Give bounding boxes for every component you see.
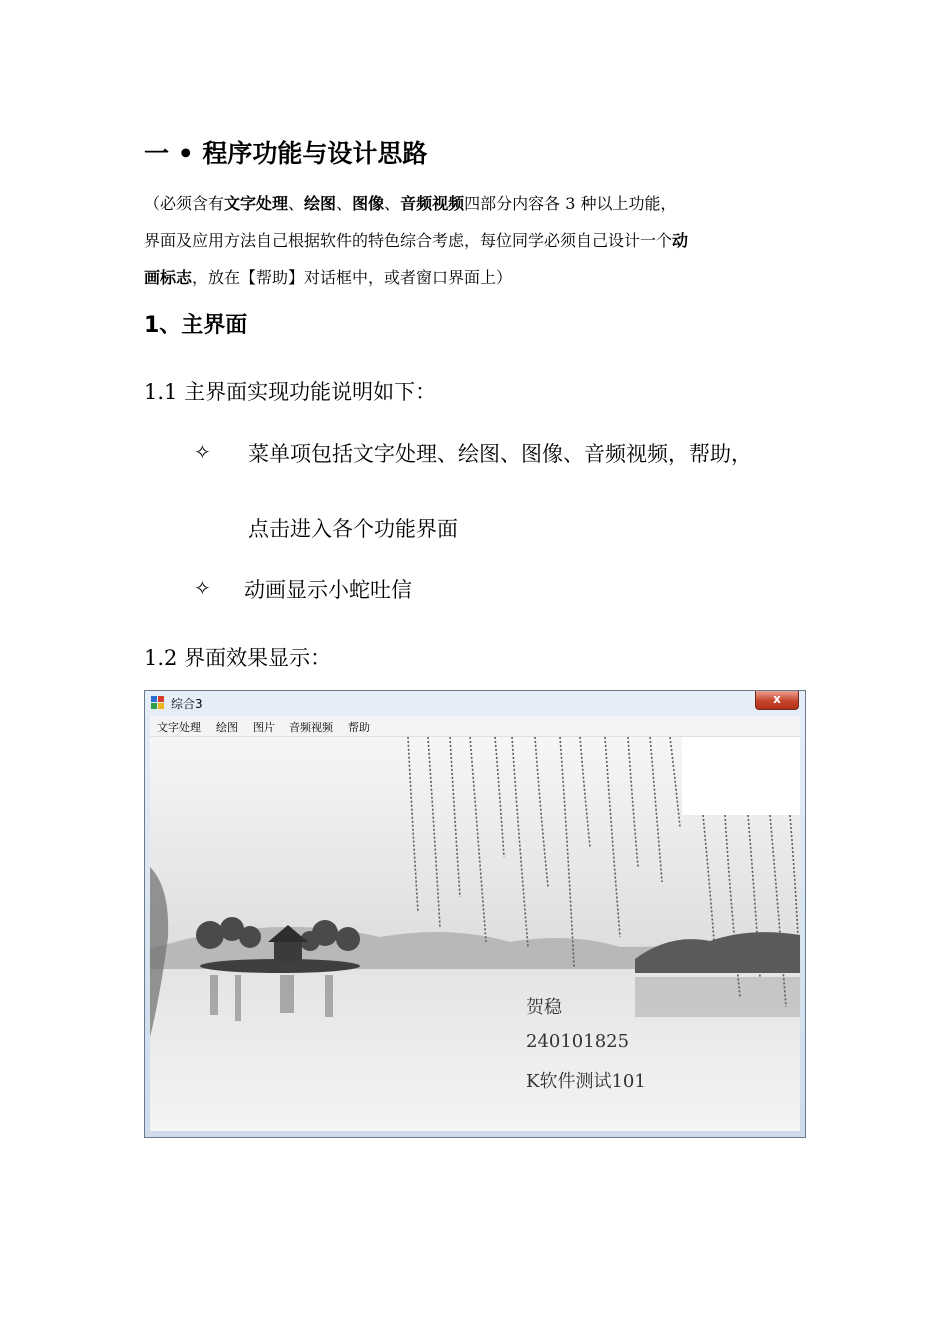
section-heading-1: 一 • 程序功能与设计思路	[144, 139, 428, 168]
overlay-student-id: 240101825	[526, 1031, 630, 1052]
menu-audio-video[interactable]: 音频视频	[289, 721, 333, 734]
requirement-note-line-2: 界面及应用方法自己根据软件的特色综合考虑，每位同学必须自己设计一个动	[144, 231, 689, 250]
bullet-star-icon: ✧	[194, 440, 211, 464]
bullet-1-line-2: 点击进入各个功能界面	[248, 517, 458, 541]
section-heading-main-ui: 1、主界面	[144, 313, 248, 338]
menu-help[interactable]: 帮助	[348, 721, 370, 734]
window-titlebar	[145, 691, 805, 715]
menu-drawing[interactable]: 绘图	[216, 721, 238, 734]
bullet-star-icon: ✧	[194, 576, 211, 600]
app-window-screenshot	[144, 690, 806, 1138]
requirement-note-line-3: 画标志，放在【帮助】对话框中，或者窗口界面上）	[144, 268, 513, 287]
window-title: 综合3	[171, 697, 203, 711]
menu-text-processing[interactable]: 文字处理	[157, 721, 201, 734]
subsection-1-2-title: 1.2 界面效果显示：	[144, 646, 332, 670]
requirement-note-line-1: （必须含有文字处理、绘图、图像、音频视频四部分内容各 3 种以上功能，	[144, 194, 677, 213]
subsection-1-1-title: 1.1 主界面实现功能说明如下：	[144, 380, 437, 404]
app-icon	[151, 696, 165, 710]
overlay-name: 贺稳	[526, 997, 562, 1018]
main-canvas	[150, 737, 800, 1131]
bullet-2-line-1: 动画显示小蛇吐信	[244, 578, 412, 602]
close-button[interactable]: x	[755, 691, 799, 710]
overlay-class: K软件测试101	[526, 1071, 646, 1092]
landscape-image	[150, 737, 800, 1131]
menu-pictures[interactable]: 图片	[253, 721, 275, 734]
bullet-1-line-1: 菜单项包括文字处理、绘图、图像、音频视频，帮助，	[248, 442, 752, 466]
menu-bar	[150, 716, 800, 737]
